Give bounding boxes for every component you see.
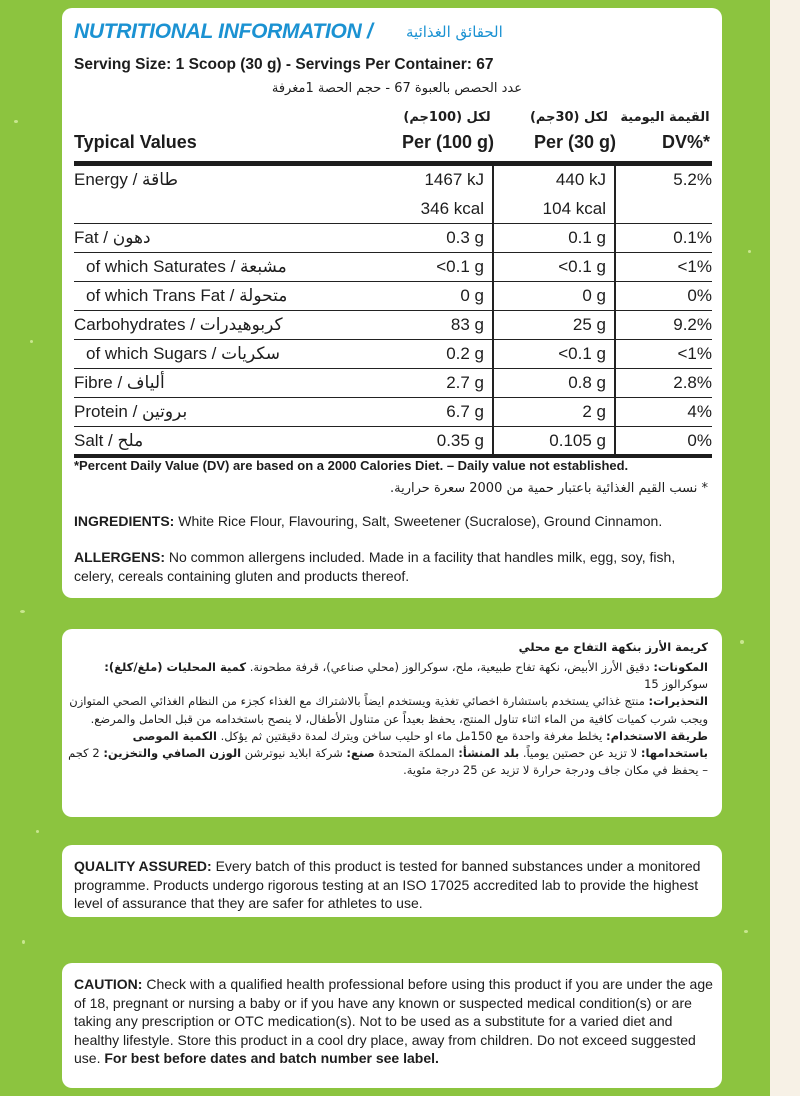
table-row xyxy=(74,224,712,253)
nutrient-label: Fibre / ألياف xyxy=(74,373,165,392)
per30-value: 0 g xyxy=(582,286,606,305)
table-row xyxy=(74,253,712,282)
per100-value: <0.1 g xyxy=(436,257,484,276)
per30-value: 25 g xyxy=(572,315,606,334)
dv-value: <1% xyxy=(677,344,712,363)
per100-value: 0.3 g xyxy=(446,228,484,247)
quality-text: QUALITY ASSURED: Every batch of this product is tested for banned substances under a monitored programme. Products undergo rigorous testing at an ISO 17025 accredited lab to provide the highest level of assurance that they are safer for athletes to use. xyxy=(74,858,701,911)
nutrient-label: of which Sugars / سكريات xyxy=(86,344,281,363)
dv-footnote: *Percent Daily Value (DV) are based on a 2000 Calories Diet. – Daily value not established. xyxy=(74,458,629,473)
per100-header-ar: لكل (100جم) xyxy=(403,110,491,125)
ingredients: INGREDIENTS: White Rice Flour, Flavouring, Salt, Sweetener (Sucralose), Ground Cinnamon. xyxy=(74,513,663,529)
nutrient-label: Energy / طاقة xyxy=(74,170,178,189)
per100-header: Per (100 g) xyxy=(401,132,494,152)
nutrition-title-ar: الحقائق الغذائية xyxy=(406,23,503,41)
nutrient-label: Fat / دهون xyxy=(74,228,151,247)
dv-header-ar: القيمة اليومية xyxy=(620,110,710,125)
caution-panel xyxy=(62,963,722,1088)
table-row xyxy=(74,282,712,311)
nutrient-label: of which Saturates / مشبعة xyxy=(86,257,287,276)
per100-value: 0.35 g xyxy=(436,431,484,450)
per100-value: 346 kcal xyxy=(420,199,484,218)
typical-values-header: Typical Values xyxy=(74,132,197,152)
nutrient-label: Carbohydrates / كربوهيدرات xyxy=(74,315,283,334)
table-row xyxy=(74,398,712,427)
per100-value: 1467 kJ xyxy=(424,170,484,189)
allergens: ALLERGENS: No common allergens included. Made in a facility that handles milk, egg, soy, fish, celery, cereals containing gluten and products thereof. xyxy=(74,549,676,584)
dv-value: <1% xyxy=(677,257,712,276)
per30-header-ar: لكل (30جم) xyxy=(529,110,609,125)
quality-assured-panel xyxy=(62,845,722,917)
table-row xyxy=(74,369,712,398)
nutrient-label: Salt / ملح xyxy=(74,431,144,450)
serving-size-ar: عدد الحصص بالعبوة 67 - حجم الحصة 1مغرفة xyxy=(271,81,522,96)
table-row xyxy=(74,340,712,369)
per100-value: 0 g xyxy=(460,286,484,305)
per30-value: <0.1 g xyxy=(558,257,606,276)
per30-value: <0.1 g xyxy=(558,344,606,363)
per30-value: 104 kcal xyxy=(542,199,606,218)
per30-header: Per (30 g) xyxy=(533,132,616,152)
serving-size: Serving Size: 1 Scoop (30 g) - Servings Per Container: 67 xyxy=(74,56,494,73)
per100-value: 2.7 g xyxy=(446,373,484,392)
dv-footnote-ar: * نسب القيم الغذائية باعتبار حمية من 2000 سعرة حرارية. xyxy=(390,481,708,496)
dv-value: 0% xyxy=(687,431,712,450)
nutrition-title-en: NUTRITIONAL INFORMATION / xyxy=(74,20,373,43)
dv-value: 0% xyxy=(687,286,712,305)
per100-value: 0.2 g xyxy=(446,344,484,363)
dv-value: 0.1% xyxy=(673,228,712,247)
per30-value: 440 kJ xyxy=(555,170,606,189)
table-row xyxy=(74,311,712,340)
per30-value: 0.1 g xyxy=(568,228,606,247)
table-row xyxy=(74,166,712,224)
dv-value: 2.8% xyxy=(673,373,712,392)
dv-value: 9.2% xyxy=(673,315,712,334)
dv-header: DV%* xyxy=(661,132,710,152)
nutrition-title xyxy=(74,20,710,48)
nutrient-label: of which Trans Fat / متحولة xyxy=(86,286,288,305)
per100-value: 83 g xyxy=(450,315,484,334)
nutrition-panel xyxy=(62,8,722,598)
table-row xyxy=(74,427,712,458)
dv-value: 5.2% xyxy=(673,170,712,189)
per30-value: 2 g xyxy=(582,402,606,421)
dv-value: 4% xyxy=(687,402,712,421)
caution-text: CAUTION: Check with a qualified health professional before using this product if you are under the age of 18, pregnant or nursing a baby or if you have any known or suspected medical condition(s) or are taking any prescription or OTC medication(s). Not to be used as a substitute for a varied diet and healthy lifestyle. Store this product in a cool dry place, away from children. Do not exceed suggested use. For best before dates and batch number see label. xyxy=(74,976,713,1066)
cream-edge xyxy=(770,0,800,1096)
per30-value: 0.105 g xyxy=(549,431,606,450)
arabic-info-panel xyxy=(62,629,722,817)
per30-value: 0.8 g xyxy=(568,373,606,392)
nutrient-label: Protein / بروتين xyxy=(74,402,188,421)
per100-value: 6.7 g xyxy=(446,402,484,421)
product-name-ar: كريمة الأرز بنكهة التفاح مع محلي xyxy=(518,640,708,654)
arabic-details: المكونات: دقيق الأرز الأبيض، نكهة تفاح طبيعية، ملح، سوكرالوز (محلي صناعي)، قرفة مطحونة. كمية المحليات (ملغ/كلغ): سوكرالوز 15 التحذيرات: منتج غذائي يستخدم باستشارة اخصائي تغذية ويستخدم ايضاً بالاشتراك مع الغذاء كجزء من النظام الغذائي الصحي المتوازن ويجب شرب كميات كافية من الماء اثناء تناول المنتج، يحفظ بعيداً عن متناول الأطفال، لا ينصح باستخدامه من قبل الحامل والمرضع. طريقة الاستخدام: يخلط مغرفة واحدة مع 150مل ماء او حليب ساخن ويترك لمدة دقيقتين ثم يؤكل. الكمية الموصى باستخدامها: لا تزيد عن حصتين يومياً. بلد المنشأ: المملكة المتحدة صنع: شركة ابلايد نيوترشن الوزن الصافي والتخزين: 2 كجم – يحفظ في مكان جاف ودرجة حرارة لا تزيد عن 25 درجة مئوية. xyxy=(68,660,708,778)
